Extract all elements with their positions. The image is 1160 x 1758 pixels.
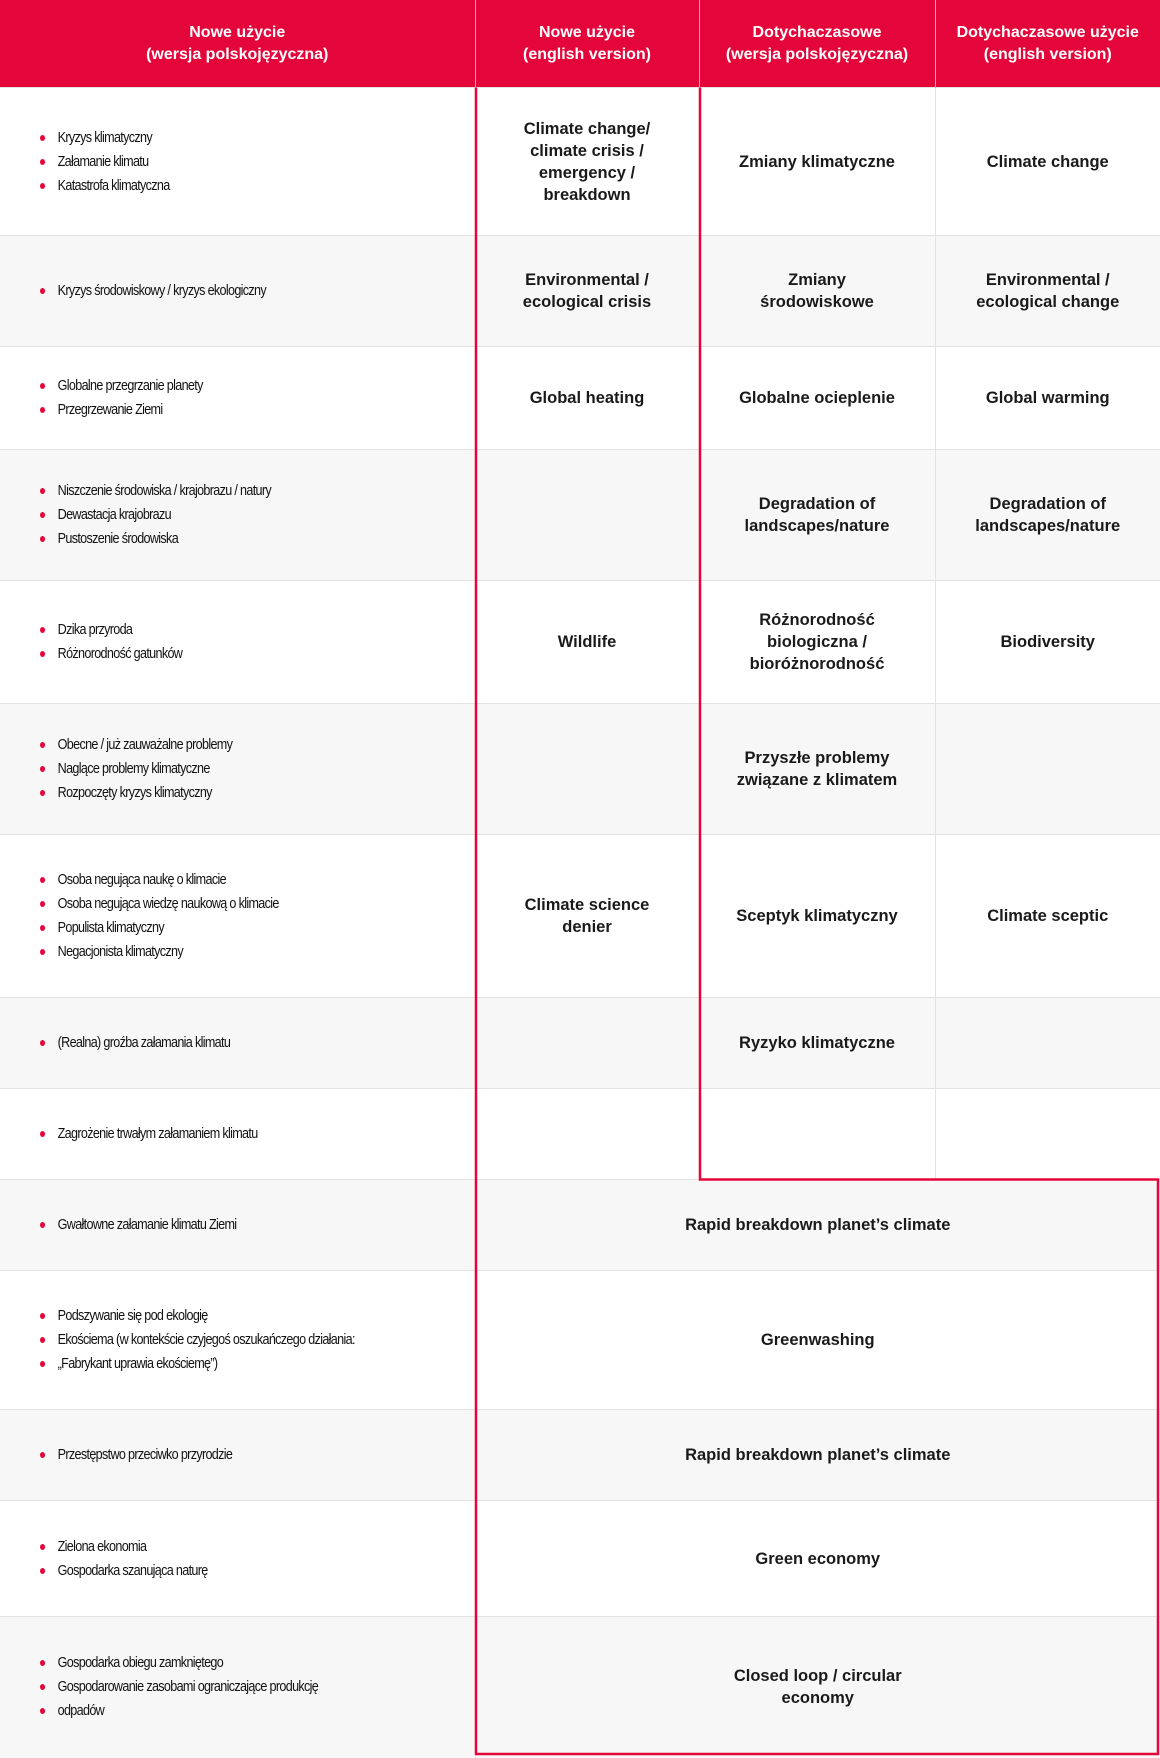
old-polish-cell-line: środowiskowe — [760, 293, 874, 311]
old-polish-cell-line: Przyszłe problemy — [744, 749, 890, 767]
polish-term-item: Przestępstwo przeciwko przyrodzie — [40, 1443, 468, 1467]
header-old-english: Dotychaczasowe użycie (english version) — [935, 0, 1160, 88]
old-polish-cell-line: landscapes/nature — [744, 517, 890, 535]
polish-terms-list — [40, 1122, 455, 1146]
new-english-cell — [475, 88, 699, 236]
merged-english-cell-line: Closed loop / circular — [733, 1667, 902, 1686]
new-english-cell-line: Global heating — [529, 389, 645, 407]
old-polish-cell-line: Zmiany — [788, 271, 846, 289]
new-polish-cell — [0, 1180, 475, 1271]
new-english-cell-line: emergency / — [538, 163, 636, 182]
polish-term-item: Gospodarowanie zasobami ograniczające produkcję — [40, 1675, 468, 1699]
polish-term-item: Pustoszenie środowiska — [40, 527, 468, 551]
polish-term-item: Globalne przegrzanie planety — [40, 374, 468, 398]
old-polish-cell — [699, 88, 935, 236]
table-row — [0, 347, 1160, 450]
table-header — [0, 0, 1160, 88]
old-polish-cell — [699, 1089, 935, 1180]
polish-term-item: Kryzys klimatyczny — [40, 126, 468, 150]
polish-term-item: Osoba negująca wiedzę naukową o klimacie — [40, 892, 468, 916]
new-polish-cell — [0, 581, 475, 704]
new-polish-cell — [0, 450, 475, 581]
merged-english-cell — [475, 1501, 1160, 1617]
old-english-cell-line: Biodiversity — [1000, 633, 1095, 651]
new-polish-cell — [0, 1501, 475, 1617]
old-english-cell — [935, 835, 1160, 998]
old-polish-cell-line: bioróżnorodność — [749, 655, 885, 673]
new-polish-cell — [0, 236, 475, 347]
polish-term-item: Dewastacja krajobrazu — [40, 503, 468, 527]
table-row — [0, 1617, 1160, 1758]
new-english-cell — [475, 704, 699, 835]
old-english-cell — [935, 88, 1160, 236]
table-row — [0, 450, 1160, 581]
old-polish-cell-line: Zmiany klimatyczne — [739, 152, 895, 171]
polish-term-item: Rozpoczęty kryzys klimatyczny — [40, 781, 468, 805]
polish-terms-list — [40, 618, 455, 666]
table-row — [0, 1410, 1160, 1501]
old-polish-cell-line: Globalne ocieplenie — [739, 389, 895, 407]
polish-term-item: Kryzys środowiskowy / kryzys ekologiczny — [40, 279, 468, 303]
new-english-cell-line: ecological crisis — [522, 293, 652, 311]
new-english-cell — [475, 1089, 699, 1180]
polish-terms-list — [40, 1443, 455, 1467]
new-polish-cell — [0, 704, 475, 835]
old-english-cell — [935, 450, 1160, 581]
new-english-cell-line: Climate science — [524, 896, 650, 914]
polish-terms-list — [40, 374, 455, 422]
polish-term-item: Populista klimatyczny — [40, 916, 468, 940]
new-polish-cell — [0, 347, 475, 450]
polish-term-item: Katastrofa klimatyczna — [40, 174, 468, 198]
table-row — [0, 704, 1160, 835]
polish-terms-list — [40, 1651, 455, 1723]
old-polish-cell — [699, 581, 935, 704]
polish-term-item: Dzika przyroda — [40, 618, 468, 642]
table-row — [0, 581, 1160, 704]
polish-terms-list — [40, 868, 455, 964]
old-polish-cell-line: Sceptyk klimatyczny — [736, 907, 898, 925]
polish-term-item: Przegrzewanie Ziemi — [40, 398, 468, 422]
polish-terms-list — [40, 126, 455, 198]
polish-term-item: Osoba negująca naukę o klimacie — [40, 868, 468, 892]
old-english-cell-line: landscapes/nature — [975, 517, 1121, 535]
old-polish-cell-line: Ryzyko klimatyczne — [739, 1034, 895, 1052]
polish-term-item: odpadów — [40, 1699, 468, 1723]
new-english-cell-line: climate crisis / — [530, 141, 644, 160]
polish-term-item: Podszywanie się pod ekologię — [40, 1304, 468, 1328]
merged-english-cell-line: economy — [781, 1689, 854, 1708]
old-polish-cell-line: biologiczna / — [767, 633, 867, 651]
new-polish-cell — [0, 1410, 475, 1501]
polish-term-item: Niszczenie środowiska / krajobrazu / natury — [40, 479, 468, 503]
old-english-cell-line: Environmental / — [985, 271, 1110, 289]
polish-terms-list — [40, 1213, 455, 1237]
polish-term-item: Gospodarka szanująca naturę — [40, 1559, 468, 1583]
header-new-polish: Nowe użycie (wersja polskojęzyczna) — [0, 0, 475, 88]
new-english-cell-line: breakdown — [543, 185, 631, 204]
table-row — [0, 1089, 1160, 1180]
merged-english-cell — [475, 1617, 1160, 1758]
old-polish-cell — [699, 998, 935, 1089]
old-polish-cell — [699, 450, 935, 581]
old-english-cell-line: Climate change — [986, 152, 1109, 171]
new-polish-cell — [0, 88, 475, 236]
old-english-cell-line: Global warming — [985, 389, 1110, 407]
old-english-cell — [935, 998, 1160, 1089]
old-english-cell-line: Degradation of — [989, 495, 1106, 513]
table-row — [0, 88, 1160, 236]
polish-terms-list — [40, 733, 455, 805]
merged-english-cell-line: Green economy — [755, 1549, 881, 1568]
new-english-cell-line: Climate change/ — [523, 119, 651, 138]
old-polish-cell-line: związane z klimatem — [736, 771, 898, 789]
table-row — [0, 1180, 1160, 1271]
table-row — [0, 835, 1160, 998]
old-english-cell — [935, 581, 1160, 704]
new-english-cell — [475, 835, 699, 998]
polish-term-item: Zielona ekonomia — [40, 1535, 468, 1559]
new-polish-cell — [0, 1271, 475, 1410]
polish-term-item: (Realna) groźba załamania klimatu — [40, 1031, 468, 1055]
new-english-cell — [475, 450, 699, 581]
old-english-cell — [935, 1089, 1160, 1180]
table-body — [0, 88, 1160, 1758]
old-polish-cell — [699, 835, 935, 998]
new-english-cell-line: Wildlife — [557, 633, 617, 651]
polish-term-item: Gwałtowne załamanie klimatu Ziemi — [40, 1213, 468, 1237]
polish-terms-list — [40, 279, 455, 303]
old-english-cell-line: ecological change — [976, 293, 1120, 311]
polish-term-item: Załamanie klimatu — [40, 150, 468, 174]
header-old-polish: Dotychaczasowe (wersja polskojęzyczna) — [699, 0, 935, 88]
polish-term-item: Negacjonista klimatyczny — [40, 940, 468, 964]
polish-term-item: Naglące problemy klimatyczne — [40, 757, 468, 781]
new-english-cell — [475, 236, 699, 347]
new-polish-cell — [0, 835, 475, 998]
old-english-cell — [935, 704, 1160, 835]
new-english-cell — [475, 347, 699, 450]
old-english-cell — [935, 347, 1160, 450]
new-polish-cell — [0, 1617, 475, 1758]
old-polish-cell — [699, 704, 935, 835]
merged-english-cell-line: Rapid breakdown planet’s climate — [685, 1446, 951, 1464]
table-row — [0, 236, 1160, 347]
polish-term-item: Ekościema (w kontekście czyjegoś oszukańczego działania: — [40, 1328, 468, 1352]
polish-term-item: „Fabrykant uprawia ekościemę”) — [40, 1352, 468, 1376]
polish-terms-list — [40, 1031, 455, 1055]
polish-terms-list — [40, 1304, 455, 1376]
table-row — [0, 998, 1160, 1089]
old-polish-cell — [699, 236, 935, 347]
merged-english-cell-line: Greenwashing — [760, 1331, 875, 1349]
table-row — [0, 1501, 1160, 1617]
polish-terms-list — [40, 479, 455, 551]
merged-english-cell-line: Rapid breakdown planet’s climate — [685, 1216, 951, 1234]
new-english-cell — [475, 998, 699, 1089]
new-polish-cell — [0, 1089, 475, 1180]
merged-english-cell — [475, 1271, 1160, 1410]
new-english-cell-line: Environmental / — [525, 271, 649, 289]
polish-term-item: Różnorodność gatunków — [40, 642, 468, 666]
table-row — [0, 1271, 1160, 1410]
old-polish-cell-line: Degradation of — [758, 495, 876, 513]
old-polish-cell-line: Różnorodność — [759, 611, 875, 629]
merged-english-cell — [475, 1180, 1160, 1271]
old-english-cell — [935, 236, 1160, 347]
header-new-english: Nowe użycie (english version) — [475, 0, 699, 88]
new-english-cell-line: denier — [562, 918, 612, 936]
polish-terms-list — [40, 1535, 455, 1583]
new-english-cell — [475, 581, 699, 704]
old-english-cell-line: Climate sceptic — [987, 907, 1109, 925]
new-polish-cell — [0, 998, 475, 1089]
polish-term-item: Gospodarka obiegu zamkniętego — [40, 1651, 468, 1675]
old-polish-cell — [699, 347, 935, 450]
polish-term-item: Obecne / już zauważalne problemy — [40, 733, 468, 757]
merged-english-cell — [475, 1410, 1160, 1501]
polish-term-item: Zagrożenie trwałym załamaniem klimatu — [40, 1122, 468, 1146]
